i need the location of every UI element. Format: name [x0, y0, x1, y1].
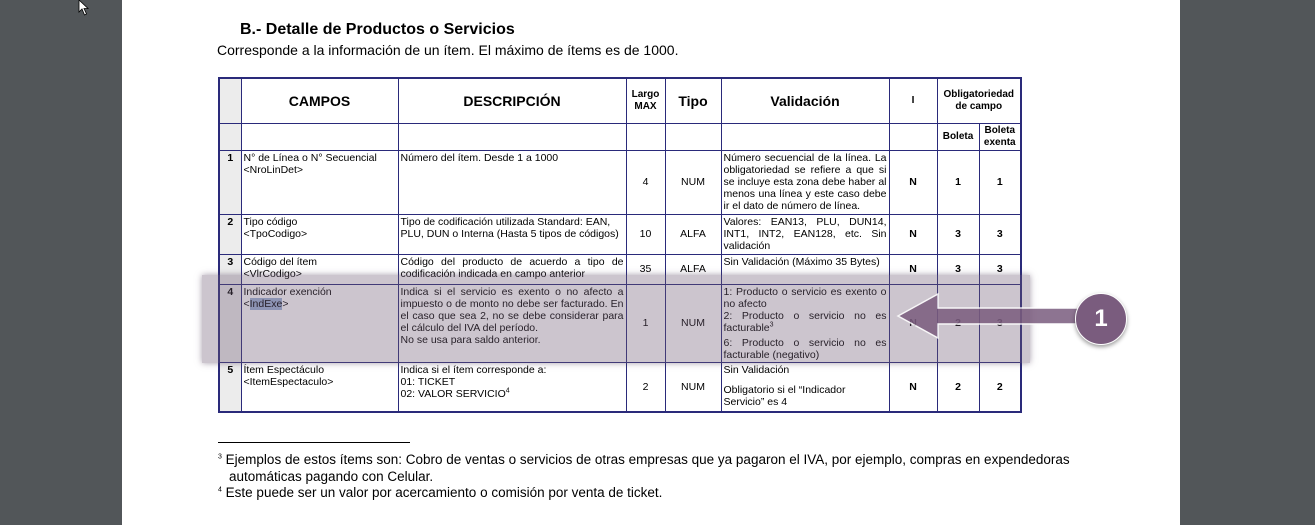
descripcion-cell: Tipo de codificación utilizada Standard: EAN, PLU, DUN o Interna (Hasta 5 tipos de códigos): [398, 214, 626, 254]
header-descripcion: DESCRIPCIÓN: [398, 78, 626, 123]
row-number: 4: [219, 284, 241, 362]
subheader-row: [219, 123, 1021, 150]
row-number: 5: [219, 362, 241, 412]
row-number: 1: [219, 150, 241, 214]
descripcion-cell: Número del ítem. Desde 1 a 1000: [398, 150, 626, 214]
boleta-exenta-cell: 3: [979, 254, 1021, 284]
table-row: [219, 362, 1021, 412]
boleta-exenta-cell: 3: [979, 214, 1021, 254]
validacion-cell: Sin Validación (Máximo 35 Bytes): [721, 254, 889, 284]
largo-cell: 35: [626, 254, 665, 284]
boleta-cell: 2: [937, 362, 979, 412]
header-boleta-exenta: Boleta exenta: [979, 123, 1021, 150]
tipo-cell: NUM: [665, 362, 721, 412]
footnote-divider: [218, 442, 410, 443]
boleta-cell: 3: [937, 214, 979, 254]
section-subtitle: Corresponde a la información de un ítem. El máximo de ítems es de 1000.: [217, 42, 679, 58]
campo-cell: Indicador exención <IndExe>: [241, 284, 398, 362]
mouse-cursor-icon: [78, 0, 92, 16]
row-number: 2: [219, 214, 241, 254]
campo-cell: Ítem Espectáculo <ItemEspectaculo>: [241, 362, 398, 412]
validacion-cell: Número secuencial de la línea. La obligatoriedad se refiere a que si se incluye esta zona debe haber al menos una línea y este caso debe ir el dato de número de línea.: [721, 150, 889, 214]
table-row: [219, 150, 1021, 214]
tipo-cell: NUM: [665, 284, 721, 362]
tipo-cell: NUM: [665, 150, 721, 214]
header-largo: Largo MAX: [626, 78, 665, 123]
i-cell: N: [889, 362, 937, 412]
largo-cell: 2: [626, 362, 665, 412]
descripcion-cell: Indica si el ítem corresponde a: 01: TICKET 02: VALOR SERVICIO$^4$: [398, 362, 626, 412]
campo-cell: Código del ítem <VlrCodigo>: [241, 254, 398, 284]
boleta-exenta-cell: 2: [979, 362, 1021, 412]
tipo-cell: ALFA: [665, 214, 721, 254]
section-title: B.- Detalle de Productos o Servicios: [240, 21, 515, 38]
document-page: [122, 0, 1180, 525]
header-i: I: [889, 78, 937, 123]
descripcion-cell: Código del producto de acuerdo a tipo de codificación indicada en campo anterior: [398, 254, 626, 284]
campo-cell: Tipo código <TpoCodigo>: [241, 214, 398, 254]
largo-cell: 10: [626, 214, 665, 254]
i-cell: N: [889, 214, 937, 254]
boleta-exenta-cell: 1: [979, 150, 1021, 214]
header-boleta: Boleta: [937, 123, 979, 150]
table-row: [219, 214, 1021, 254]
largo-cell: 4: [626, 150, 665, 214]
boleta-cell: 3: [937, 254, 979, 284]
boleta-cell: 1: [937, 150, 979, 214]
largo-cell: 1: [626, 284, 665, 362]
tipo-cell: ALFA: [665, 254, 721, 284]
row-number: 3: [219, 254, 241, 284]
header-tipo: Tipo: [665, 78, 721, 123]
i-cell: N: [889, 150, 937, 214]
header-number-cell: [219, 78, 241, 123]
validacion-cell: 1: Producto o servicio es exento o no afecto 2: Producto o servicio no es facturable$^3$ 6: Producto o servicio no es facturable (negativo): [721, 284, 889, 362]
campo-cell: N° de Línea o N° Secuencial <NroLinDet>: [241, 150, 398, 214]
validacion-cell: Valores: EAN13, PLU, DUN14, INT1, INT2, EAN128, etc. Sin validación: [721, 214, 889, 254]
header-validacion: Validación: [721, 78, 889, 123]
table-row: [219, 254, 1021, 284]
header-obligatoriedad: Obligatoriedad de campo: [937, 78, 1021, 123]
header-row: [219, 78, 1021, 123]
footnote-3: $^3$ Ejemplos de estos ítems son: Cobro de ventas o servicios de otras empresas que ya pagaron el IVA, por ejemplo, compras en expendedoras automáticas pagando con Celular.: [218, 452, 1070, 484]
validacion-cell: Sin Validación Obligatorio si el “Indicador Servicio” es 4: [721, 362, 889, 412]
footnote-4: $^4$ Este puede ser un valor por acercamiento o comisión por venta de ticket.: [218, 485, 663, 500]
product-detail-table: [218, 77, 1022, 413]
callout-arrow-icon: [892, 286, 1092, 346]
selected-text-highlight: IndExe: [249, 297, 283, 310]
i-cell: N: [889, 254, 937, 284]
header-campos: CAMPOS: [241, 78, 398, 123]
descripcion-cell: Indica si el servicio es exento o no afecto a impuesto o de monto no debe ser facturado. En el caso que sea 2, no se debe considerar para el cálculo del IVA del período. No se usa para saldo anterior.: [398, 284, 626, 362]
callout-badge: 1: [1075, 293, 1127, 345]
